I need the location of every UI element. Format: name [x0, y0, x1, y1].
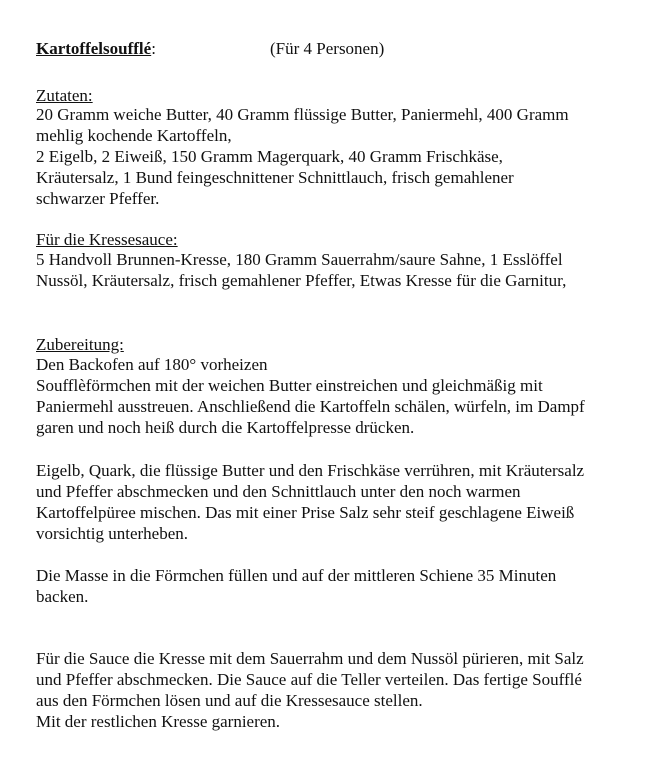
sauce-line: 5 Handvoll Brunnen-Kresse, 180 Gramm Sauerrahm/saure Sahne, 1 Esslöffel: [36, 250, 563, 269]
ingredients-line: Kräutersalz, 1 Bund feingeschnittener Schnittlauch, frisch gemahlener: [36, 168, 514, 187]
preparation-line: aus den Förmchen lösen und auf die Kressesauce stellen.: [36, 691, 423, 710]
preparation-line: Für die Sauce die Kresse mit dem Sauerrahm und dem Nussöl pürieren, mit Salz: [36, 649, 584, 668]
preparation-heading: Zubereitung:: [36, 335, 124, 354]
sauce-heading: Für die Kressesauce:: [36, 230, 178, 249]
preparation-line: Eigelb, Quark, die flüssige Butter und den Frischkäse verrühren, mit Kräutersalz: [36, 461, 585, 480]
sauce-line: Nussöl, Kräutersalz, frisch gemahlener Pfeffer, Etwas Kresse für die Garnitur,: [36, 271, 567, 290]
preparation-line: und Pfeffer abschmecken. Die Sauce auf die Teller verteilen. Das fertige Soufflé: [36, 670, 582, 689]
ingredients-line: 2 Eigelb, 2 Eiweiß, 150 Gramm Magerquark, 40 Gramm Frischkäse,: [36, 147, 503, 166]
title-colon: :: [151, 39, 156, 58]
ingredients-line: schwarzer Pfeffer.: [36, 189, 160, 208]
ingredients-line: mehlig kochende Kartoffeln,: [36, 126, 232, 145]
title-line: [36, 38, 156, 59]
preparation-line: Soufflèförmchen mit der weichen Butter einstreichen und gleichmäßig mit: [36, 376, 543, 395]
preparation-line: Den Backofen auf 180° vorheizen: [36, 355, 268, 374]
preparation-line: backen.: [36, 587, 89, 606]
preparation-line: Mit der restlichen Kresse garnieren.: [36, 712, 281, 731]
servings: (Für 4 Personen): [270, 39, 385, 58]
preparation-line: Paniermehl ausstreuen. Anschließend die Kartoffeln schälen, würfeln, im Dampf: [36, 397, 585, 416]
preparation-line: vorsichtig unterheben.: [36, 524, 189, 543]
preparation-line: Kartoffelpüree mischen. Das mit einer Prise Salz sehr steif geschlagene Eiweiß: [36, 503, 575, 522]
preparation-line: Die Masse in die Förmchen füllen und auf der mittleren Schiene 35 Minuten: [36, 566, 557, 585]
ingredients-heading: Zutaten:: [36, 86, 93, 105]
preparation-line: und Pfeffer abschmecken und den Schnittlauch unter den noch warmen: [36, 482, 521, 501]
recipe-title: Kartoffelsoufflé: [36, 39, 152, 58]
ingredients-line: 20 Gramm weiche Butter, 40 Gramm flüssige Butter, Paniermehl, 400 Gramm: [36, 105, 569, 124]
preparation-line: garen und noch heiß durch die Kartoffelpresse drücken.: [36, 418, 415, 437]
